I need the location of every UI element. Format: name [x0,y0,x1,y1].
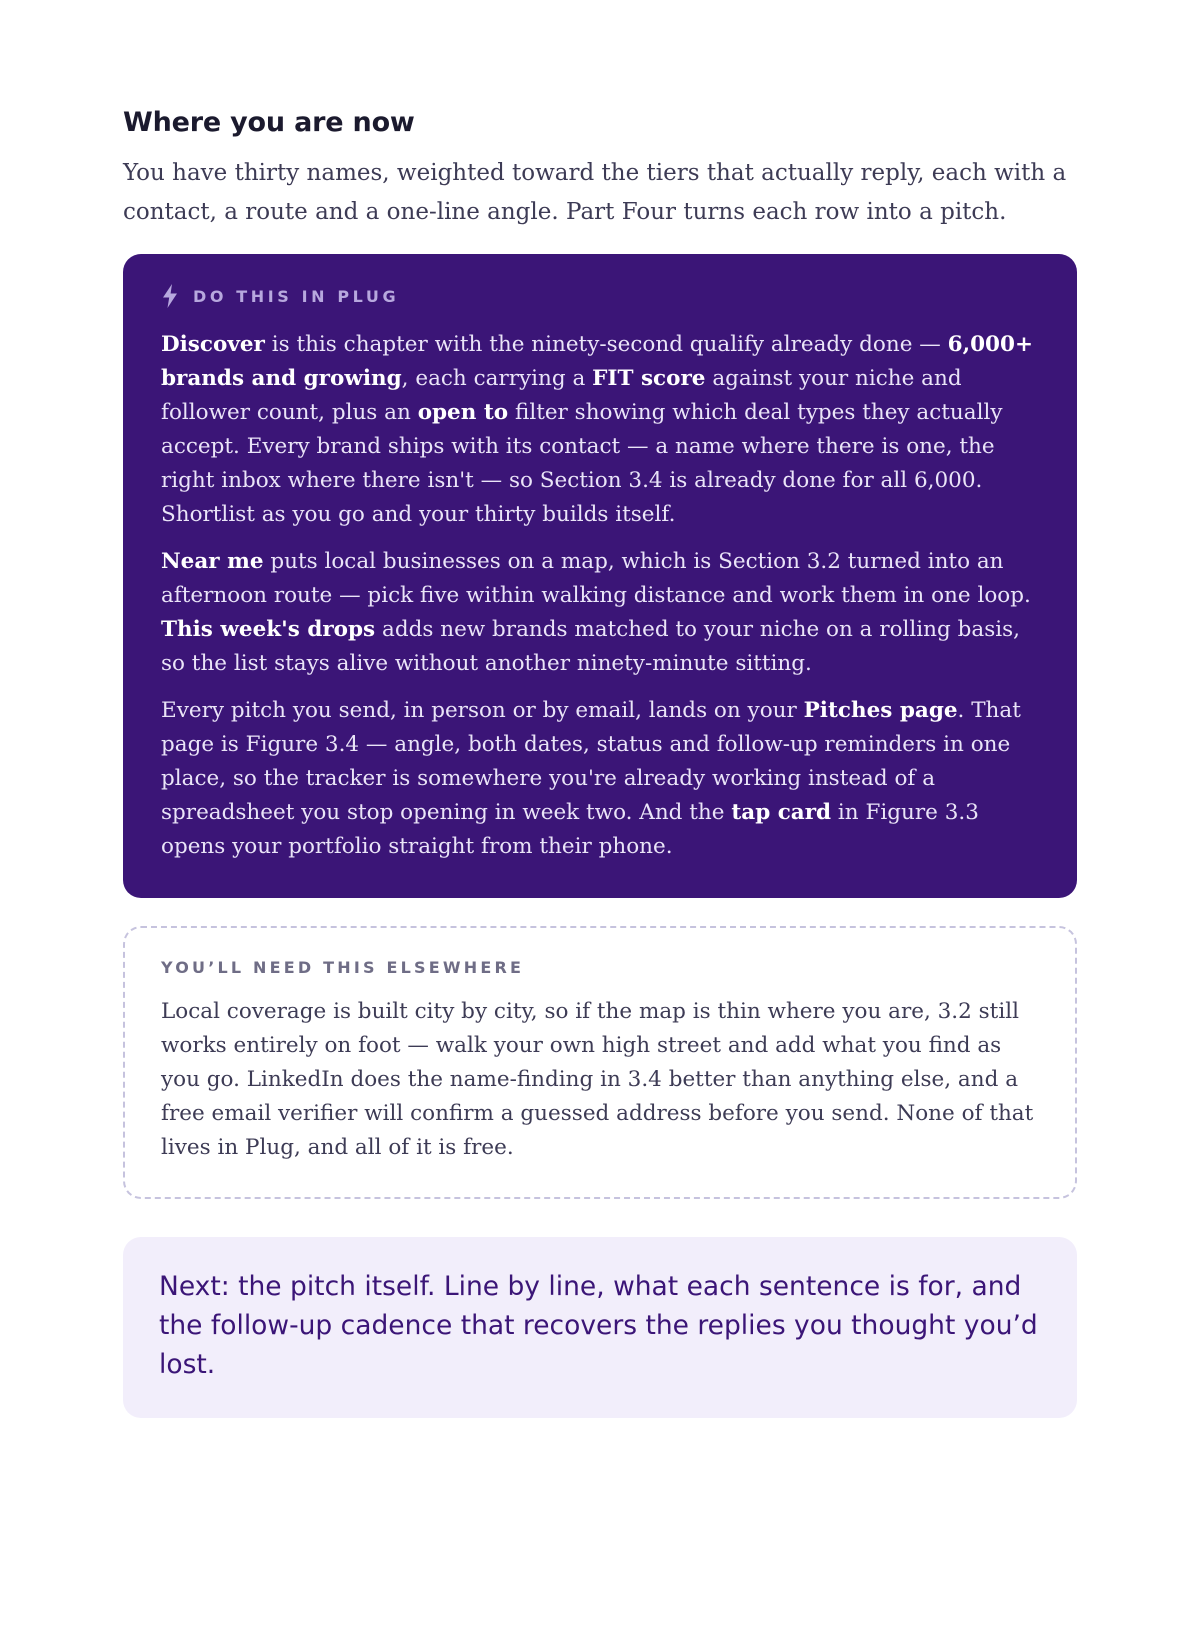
plug-term: FIT score [592,366,706,391]
next-callout-text: Next: the pitch itself. Line by line, what each sentence is for, and the follow-up cadence that recovers the replies you thought you’d lost. [159,1271,1038,1380]
plug-term: Pitches page [803,698,958,723]
plug-paragraph-pitches: Every pitch you send, in person or by email, lands on your Pitches page. That page is Figure 3.4 — angle, both dates, status and follow-up reminders in one place, so the tracker is somewhere you're already working instead of a spreadsheet you stop opening in week two. And the tap card in Figure 3.3 opens your portfolio straight from their phone. [161,698,1021,859]
plug-callout [123,254,1077,898]
section-heading: Where you are now [123,107,415,138]
plug-term: 6,000+ brands and growing [161,332,1033,391]
next-callout [123,1237,1077,1418]
elsewhere-callout-label: YOU’LL NEED THIS ELSEWHERE [161,958,525,977]
content-column [123,100,1077,1418]
bolt-icon [161,284,179,308]
plug-callout-label: DO THIS IN PLUG [193,286,400,306]
elsewhere-callout [123,926,1077,1199]
plug-term: Discover [161,332,265,357]
section-lede: You have thirty names, weighted toward the tiers that actually reply, each with a contact, a route and a one-line angle. Part Four turns each row into a pitch. [123,160,1067,225]
elsewhere-callout-text: Local coverage is built city by city, so if the map is thin where you are, 3.2 still works entirely on foot — walk your own high street and add what you find as you go. LinkedIn does the name-finding in 3.4 better than anything else, and a free email verifier will confirm a guessed address before you send. None of that lives in Plug, and all of it is free. [161,999,1034,1160]
plug-term: This week's drops [161,617,376,642]
plug-paragraph-discover: Discover is this chapter with the ninety-second qualify already done — 6,000+ brands and growing, each carrying a FIT score against your niche and follower count, plus an open to filter showing which deal types they actually accept. Every brand ships with its contact — a name where there is one, the right inbox where there isn't — so Section 3.4 is already done for all 6,000. Shortlist as you go and your thirty builds itself. [161,332,1033,527]
plug-term: Near me [161,549,264,574]
plug-callout-header [161,284,1037,308]
plug-term: tap card [731,800,832,825]
plug-term: open to [417,400,509,425]
plug-paragraph-near-me: Near me puts local businesses on a map, which is Section 3.2 turned into an afternoon route — pick five within walking distance and work them in one loop. This week's drops adds new brands matched to your niche on a rolling basis, so the list stays alive without another ninety-minute sitting. [161,549,1031,676]
